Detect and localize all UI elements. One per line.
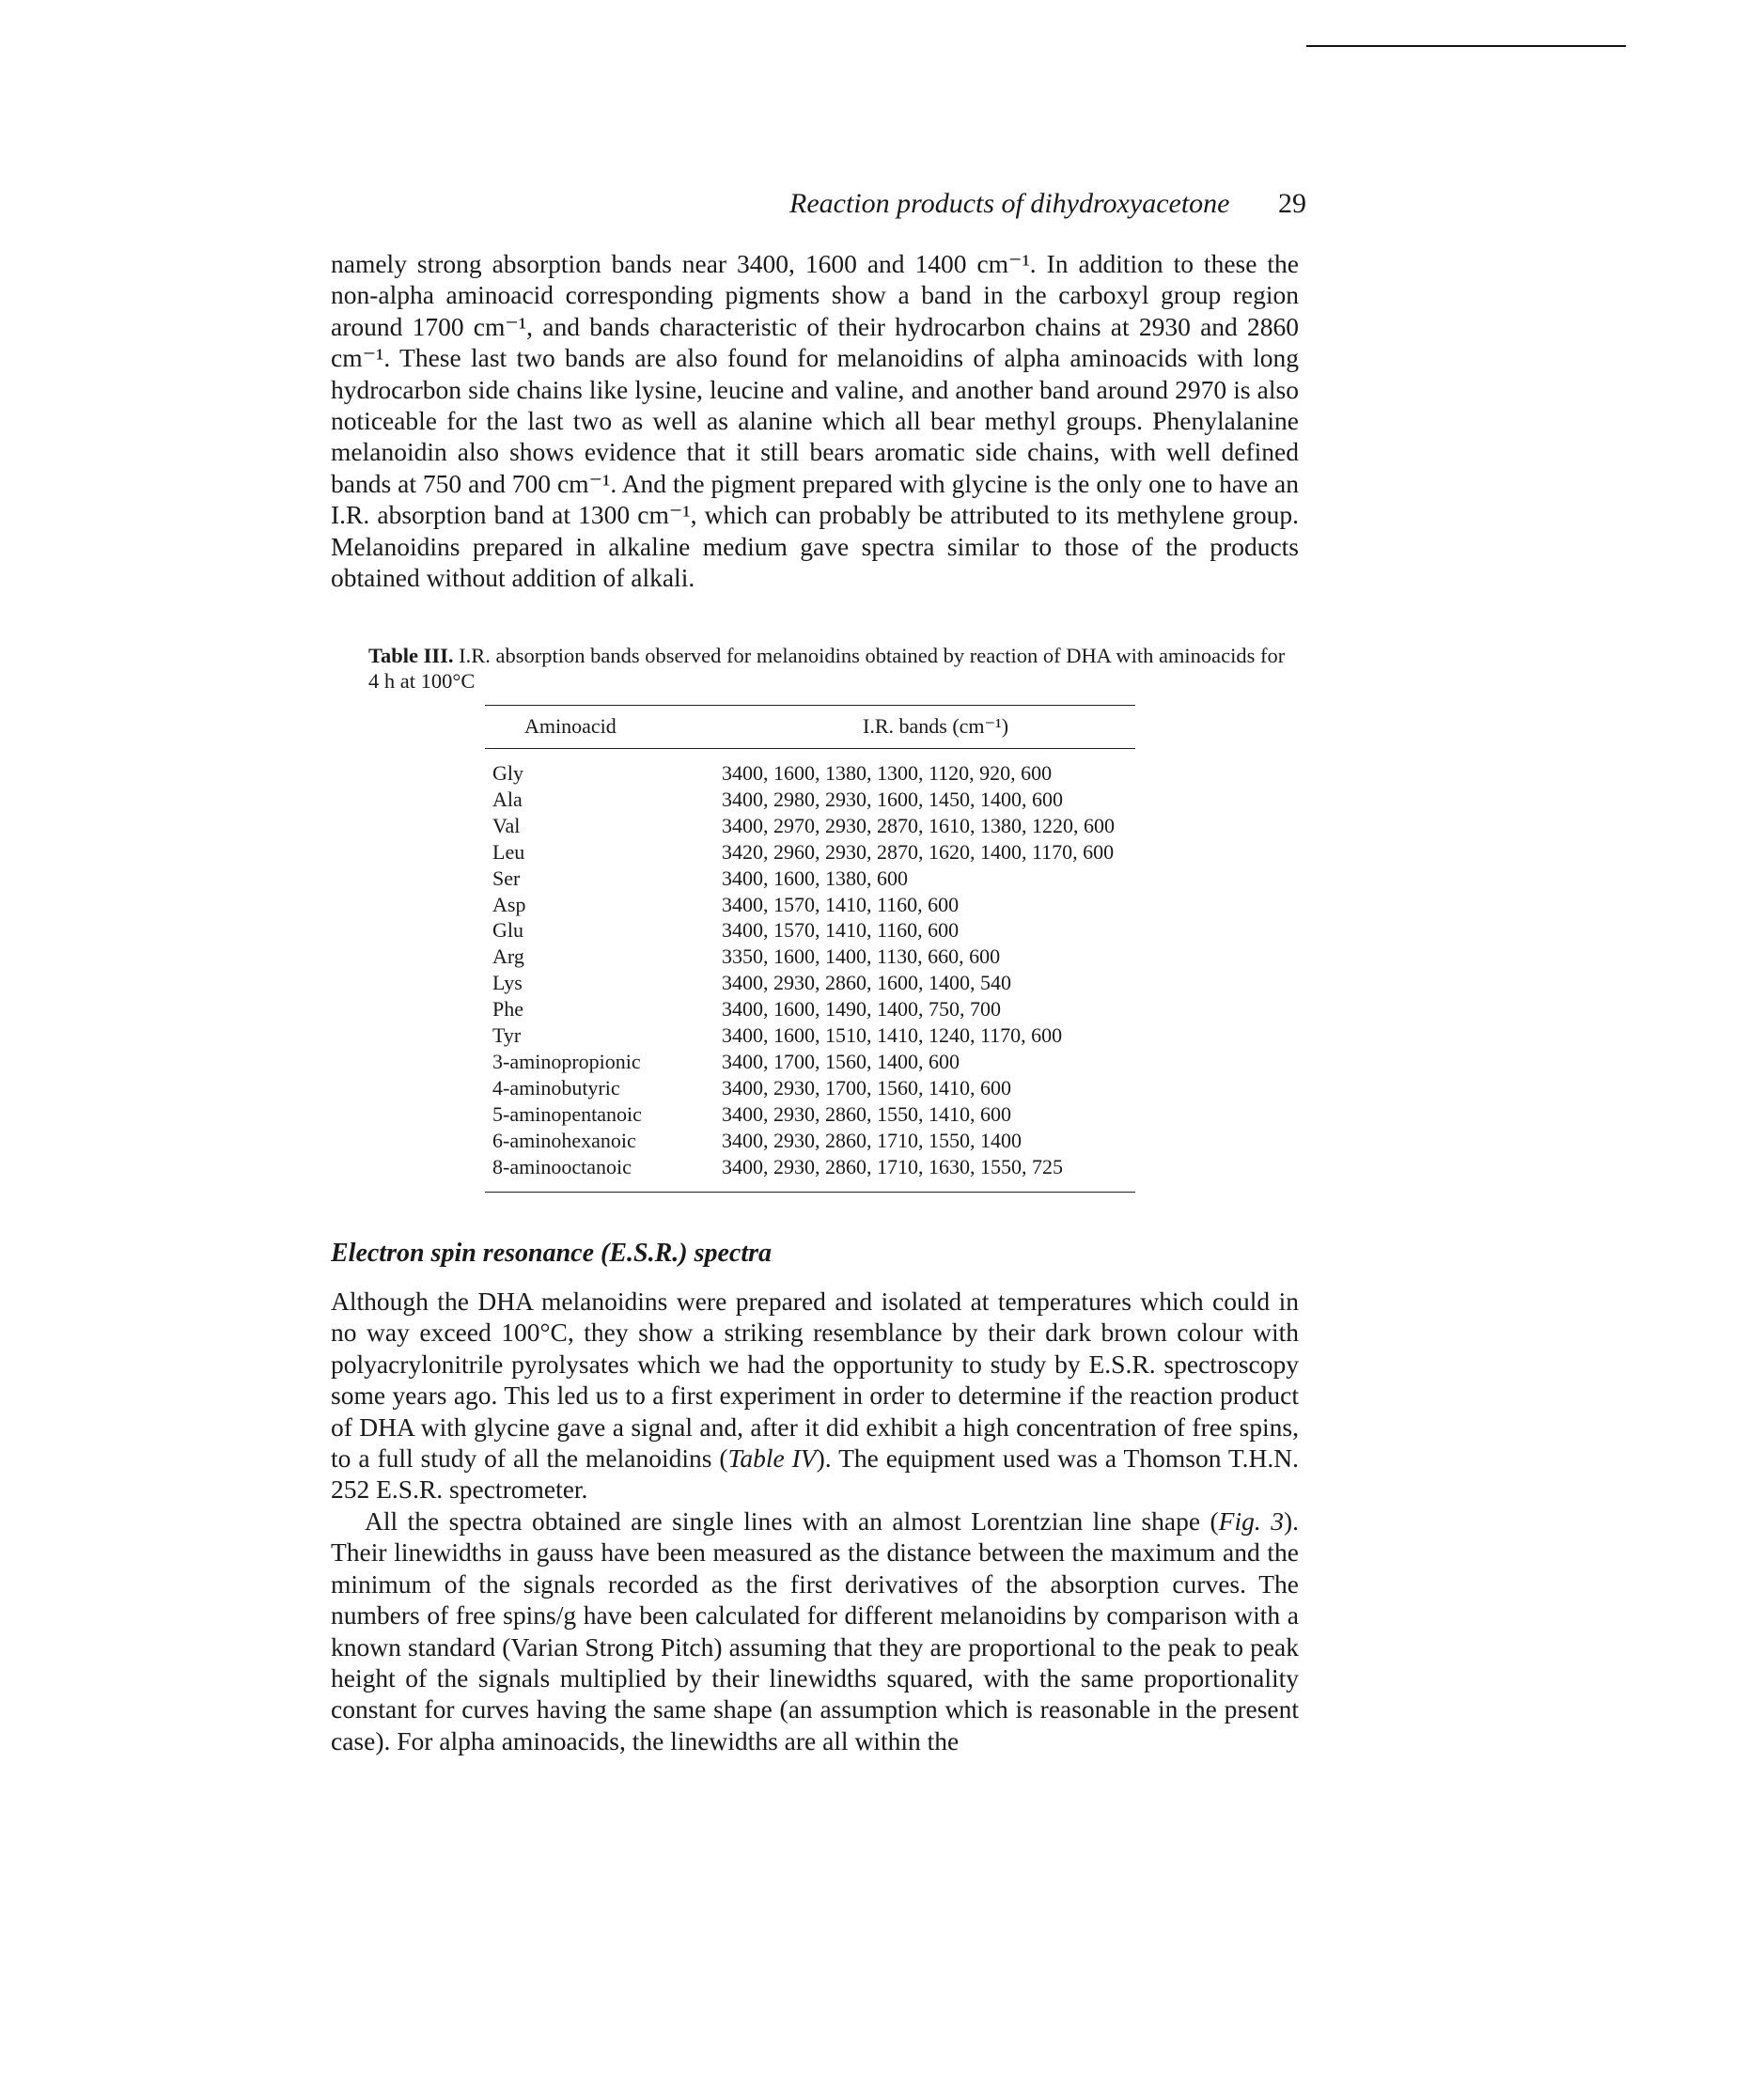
cell-aminoacid: Ala <box>492 787 523 811</box>
cell-bands: 3400, 1700, 1560, 1400, 600 <box>722 1049 960 1073</box>
cell-aminoacid: 5-aminopentanoic <box>492 1101 642 1126</box>
cell-bands: 3400, 1600, 1510, 1410, 1240, 1170, 600 <box>722 1023 1063 1048</box>
paragraph-2-part-b: ). The equipment used was a Thomson T.H.N. 252 E.S.R. spectrometer. <box>331 1443 1299 1505</box>
cell-aminoacid: 3-aminopropionic <box>492 1049 641 1073</box>
table-row <box>485 970 1135 996</box>
table-caption <box>368 643 1289 694</box>
table-row <box>485 813 1135 839</box>
cell-bands: 3400, 2930, 2860, 1710, 1550, 1400 <box>722 1128 1022 1152</box>
table-header-row <box>485 706 1135 749</box>
cell-aminoacid: Tyr <box>492 1023 522 1048</box>
table-row <box>485 996 1135 1022</box>
cell-aminoacid: Gly <box>492 761 523 785</box>
page-number: 29 <box>1278 188 1306 219</box>
table-row <box>485 1075 1135 1101</box>
paragraph-3-part-a: All the spectra obtained are single lines with an almost Lorentzian line shape ( <box>365 1506 1219 1536</box>
paragraph-2-text <box>331 1286 1299 1506</box>
table-row <box>485 787 1135 813</box>
cell-aminoacid: Val <box>492 813 521 837</box>
table-row <box>485 1101 1135 1128</box>
cell-bands: 3400, 2930, 1700, 1560, 1410, 600 <box>722 1075 1011 1100</box>
cell-bands: 3400, 2970, 2930, 2870, 1610, 1380, 1220, 600 <box>722 813 1115 837</box>
table-row <box>485 1022 1135 1049</box>
cell-aminoacid: 8-aminooctanoic <box>485 1154 703 1192</box>
cell-aminoacid: 6-aminohexanoic <box>492 1128 636 1152</box>
table-row <box>485 1049 1135 1075</box>
cell-bands: 3400, 2930, 2860, 1550, 1410, 600 <box>722 1101 1011 1126</box>
table-row <box>485 839 1135 866</box>
cell-aminoacid: Lys <box>492 971 523 995</box>
cell-bands: 3400, 2930, 2860, 1710, 1630, 1550, 725 <box>703 1154 1135 1192</box>
cell-aminoacid: Asp <box>492 892 526 916</box>
top-rule <box>1306 45 1626 47</box>
body-paragraph-2 <box>331 1286 1299 1506</box>
paragraph-2-part-a: Although the DHA melanoidins were prepared and isolated at temperatures which could in no way exceed 100°C, they show a striking resemblance by their dark brown colour with polyacrylonitrile pyrolysates which we had the opportunity to study by E.S.R. spectroscopy some years ago. This led us to a first experiment in order to determine if the reaction product of DHA with glycine gave a signal and, after it did exhibit a high concentration of free spins, to a full study of all the melanoidins ( <box>331 1287 1299 1474</box>
cell-aminoacid: Glu <box>492 918 523 943</box>
table-caption-text: I.R. absorption bands observed for melanoidins obtained by reaction of DHA with aminoacids for 4 h at 100°C <box>368 644 1286 693</box>
cell-aminoacid: Ser <box>492 866 521 890</box>
cell-bands: 3400, 2930, 2860, 1600, 1400, 540 <box>722 971 1011 995</box>
cell-bands: 3400, 2980, 2930, 1600, 1450, 1400, 600 <box>722 787 1063 811</box>
cell-aminoacid: Phe <box>492 997 523 1022</box>
body-paragraph-1 <box>331 248 1299 593</box>
running-head: Reaction products of dihydroxyacetone <box>789 188 1230 219</box>
table-body <box>485 749 1135 1193</box>
cell-bands: 3400, 1570, 1410, 1160, 600 <box>722 892 960 916</box>
ir-bands-table-wrapper <box>485 705 1135 1193</box>
cell-bands: 3400, 1600, 1490, 1400, 750, 700 <box>722 997 1001 1022</box>
figure-reference: Fig. 3 <box>1218 1506 1284 1536</box>
column-header-aminoacid: Aminoacid <box>485 706 703 749</box>
body-paragraph-3 <box>331 1506 1299 1756</box>
cell-bands: 3400, 1600, 1380, 600 <box>722 866 908 890</box>
cell-aminoacid: 4-aminobutyric <box>492 1075 620 1100</box>
table-row <box>485 749 1135 787</box>
table-row <box>485 892 1135 918</box>
table-row <box>485 917 1135 944</box>
table-label: Table III. <box>368 644 454 667</box>
cell-bands: 3400, 1570, 1410, 1160, 600 <box>722 918 960 943</box>
table-row <box>485 866 1135 892</box>
section-heading-esr: Electron spin resonance (E.S.R.) spectra <box>331 1239 773 1268</box>
cell-aminoacid: Leu <box>492 839 525 864</box>
paragraph-3-part-b: ). Their linewidths in gauss have been measured as the distance between the maximum and the minimum of the signals recorded as the first derivatives of the absorption curves. The numbers of free spins/g have been calculated for different melanoidins by comparison with a known standard (Varian Strong Pitch) assuming that they are proportional to the peak to peak height of the signals multiplied by their linewidths squared, with the same proportionality constant for curves having the same shape (an assumption which is reasonable in the present case). For alpha aminoacids, the linewidths are all within the <box>331 1506 1299 1755</box>
cell-aminoacid: Arg <box>492 944 524 969</box>
paragraph-1-text: namely strong absorption bands near 3400, 1600 and 1400 cm⁻¹. In addition to these the non-alpha aminoacid corresponding pigments show a band in the carboxyl group region around 1700 cm⁻¹, and bands characteristic of their hydrocarbon chains at 2930 and 2860 cm⁻¹. These last two bands are also found for melanoidins of alpha aminoacids with long hydrocarbon side chains like lysine, leucine and valine, and another band around 2970 is also noticeable for the last two as well as alanine which all bear methyl groups. Phenylalanine melanoidin also shows evidence that it still bears aromatic side chains, with well defined bands at 750 and 700 cm⁻¹. And the pigment prepared with glycine is the only one to have an I.R. absorption band at 1300 cm⁻¹, which can probably be attributed to its methylene group. Melanoidins prepared in alkaline medium gave spectra similar to those of the products obtained without addition of alkali. <box>331 249 1299 593</box>
column-header-ir-bands: I.R. bands (cm⁻¹) <box>703 706 1135 749</box>
cell-bands: 3400, 1600, 1380, 1300, 1120, 920, 600 <box>722 761 1053 785</box>
paragraph-3-text <box>331 1506 1299 1756</box>
table-row <box>485 1154 1135 1192</box>
table-row <box>485 1128 1135 1154</box>
ir-bands-table <box>485 705 1135 1193</box>
table-reference: Table IV <box>727 1443 817 1474</box>
cell-bands: 3420, 2960, 2930, 2870, 1620, 1400, 1170, 600 <box>722 839 1115 864</box>
table-row <box>485 944 1135 970</box>
cell-bands: 3350, 1600, 1400, 1130, 660, 600 <box>722 944 1001 969</box>
